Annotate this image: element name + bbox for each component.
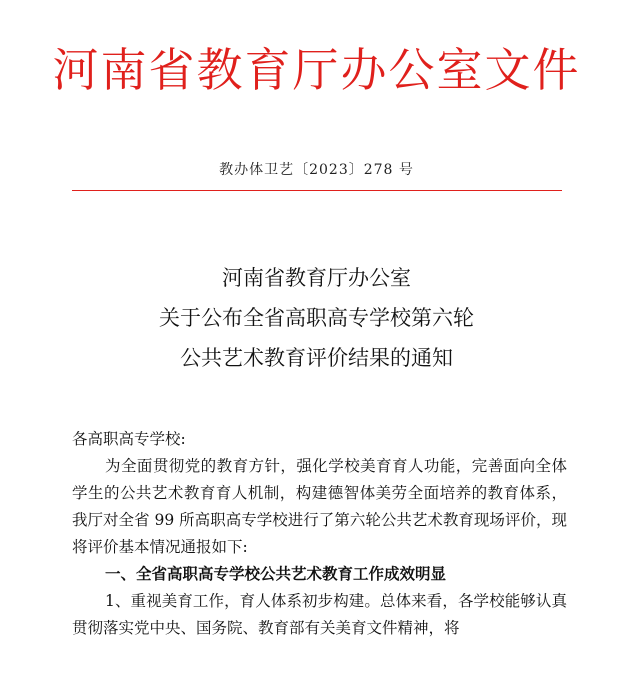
document-number: 教办体卫艺〔2023〕278 号 [219, 162, 414, 178]
paragraph-1: 为全面贯彻党的教育方针，强化学校美育育人功能，完善面向全体学生的公共艺术教育育人机制，构建德智体美劳全面培养的教育体系，我厅对全省 99 所高职高专学校进行了第六轮公共艺术教育现场评价，现将评价基本情况通报如下: [72, 457, 567, 556]
paragraph-2: 1、重视美育工作，育人体系初步构建。总体来看，各学校能够认真贯彻落实党中央、国务院、教育部有关美育文件精神，将 [72, 592, 567, 637]
red-divider-line [72, 190, 562, 191]
notice-title-line-1: 河南省教育厅办公室 [222, 266, 411, 290]
document-header-title: 河南省教育厅办公室文件 [52, 43, 581, 97]
notice-title [0, 258, 633, 378]
section-heading-1: 一、全省高职高专学校公共艺术教育工作成效明显 [105, 565, 447, 583]
notice-title-line-3: 公共艺术教育评价结果的通知 [180, 346, 453, 370]
document-body [72, 426, 567, 642]
notice-title-line-2: 关于公布全省高职高专学校第六轮 [159, 306, 474, 330]
salutation: 各高职高专学校: [72, 430, 186, 448]
